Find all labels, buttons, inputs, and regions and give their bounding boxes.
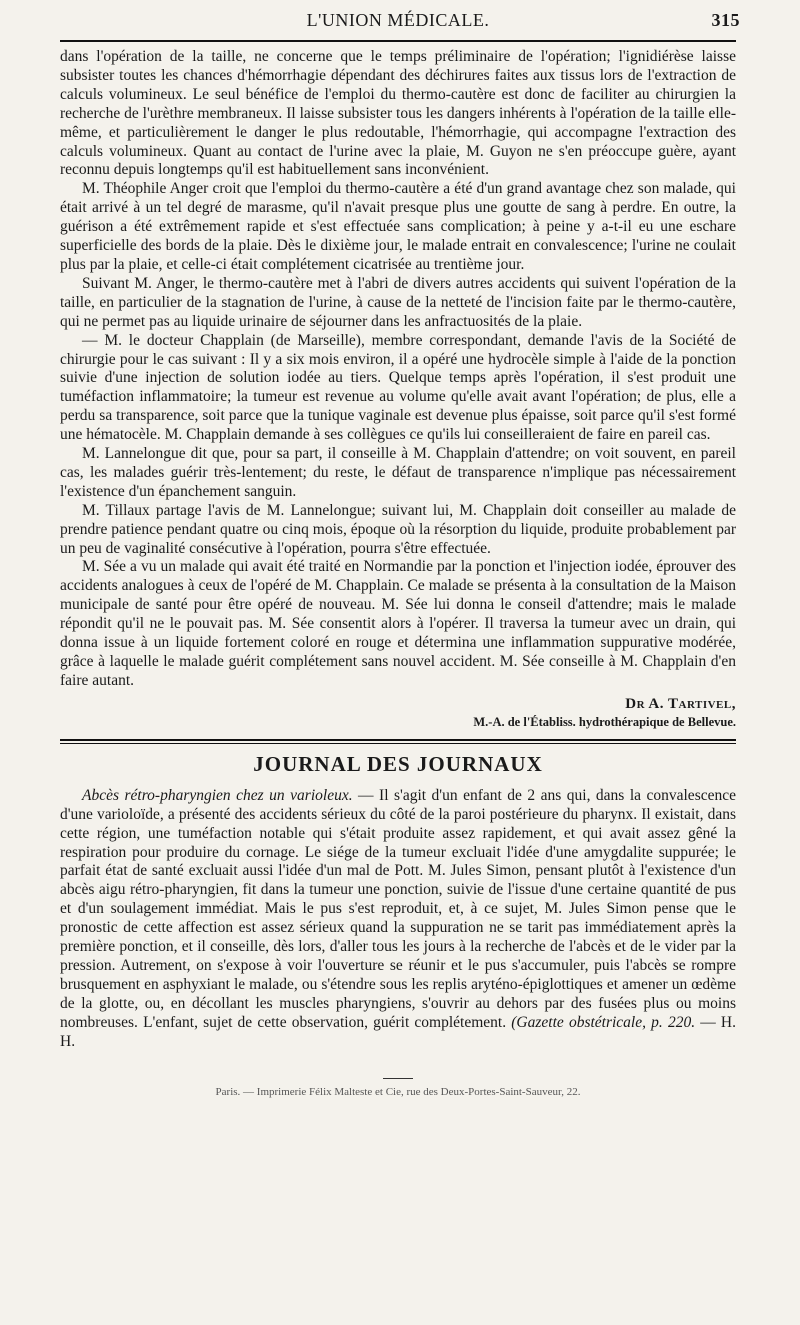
article-paragraph: dans l'opération de la taille, ne concerne que le temps préliminaire de l'opération; l'ignidiérèse laisse subsister toutes les chances d'hémorrhagie dépendant des déchirures faites aux tissus lors de l'extraction de calculs volumineux. Le seul bénéfice de l'emploi du thermo-cautère est donc de faciliter au chirurgien la recherche de l'urèthre membraneux. Il laisse subsister tous les dangers inhérents à l'opération de la taille elle-même, et particulièrement le danger le plus redoutable, l'hémorrhagie, qui accompagne l'extraction des calculs volumineux. Quant au contact de l'urine avec la plaie, M. Guyon ne s'en préoccupe guère, ayant reconnu depuis longtemps qu'il est habituellement sans inconvénient. bbox=[60, 48, 736, 179]
section-title: JOURNAL DES JOURNAUX bbox=[253, 751, 543, 776]
section-paragraph bbox=[60, 787, 736, 1052]
running-title: L'UNION MÉDICALE. bbox=[306, 10, 490, 30]
article-body bbox=[60, 48, 736, 691]
section-divider bbox=[60, 739, 736, 744]
section-body bbox=[60, 787, 736, 1052]
footer-rule bbox=[383, 1078, 413, 1079]
article-paragraph: M. Tillaux partage l'avis de M. Lannelongue; suivant lui, M. Chapplain doit conseiller au malade de prendre patience pendant quatre ou cinq mois, époque où la résorption du liquide, produite probablement par un peu de vaginalité consécutive à l'opération, pourra s'être effectuée. bbox=[60, 501, 736, 557]
header-rule bbox=[60, 40, 736, 42]
article-paragraph: Suivant M. Anger, le thermo-cautère met à l'abri de divers autres accidents qui suivent l'opération de la taille, en particulier de la stagnation de l'urine, à cause de la netteté de l'incision faite par le thermo-cautère, qui ne permet pas au liquide urinaire de séjourner dans les anfractuosités de la plaie. bbox=[60, 274, 736, 330]
section-source-author: — H. H. bbox=[60, 1013, 736, 1050]
running-head bbox=[60, 4, 740, 34]
article-paragraph: — M. le docteur Chapplain (de Marseille), membre correspondant, demande l'avis de la Société de chirurgie pour le cas suivant : Il y a six mois environ, il a opéré une hydrocèle simple à l'aide de la ponction suivie d'une injection de solution iodée au tiers. Quelque temps après l'opération, il s'est produit une tuméfaction inflammatoire; la tumeur est revenue au volume qu'elle avait avant l'opération; de plus, elle a perdu sa transparence, soit parce que la tunique vaginale est devenue plus épaisse, soit parce qu'il s'est formé une hématocèle. M. Chapplain demande à ses collègues ce qu'ils lui conseilleraient de faire en pareil cas. bbox=[60, 331, 736, 444]
section-lead-title: Abcès rétro-pharyngien chez un varioleux. bbox=[82, 786, 353, 804]
signature-name: Dr A. Tartivel, bbox=[625, 695, 736, 712]
page-number: 315 bbox=[711, 10, 740, 30]
signature-affiliation: M.-A. de l'Établiss. hydrothérapique de Bellevue. bbox=[473, 714, 736, 729]
printer-imprint: Paris. — Imprimerie Félix Malteste et Cie, rue des Deux-Portes-Saint-Sauveur, 22. bbox=[215, 1085, 581, 1098]
article-paragraph: M. Théophile Anger croit que l'emploi du thermo-cautère a été d'un grand avantage chez son malade, qui était arrivé à un tel degré de marasme, qu'il n'avait presque plus une goutte de sang à perdre. En outre, la guérison a été extrêmement rapide et s'est effectuée sans complication; à peine y a-t-il eu une eschare superficielle des bords de la plaie. Dès le dixième jour, le malade entrait en convalescence; l'urine ne coulait plus par la plaie, et celle-ci était complétement cicatrisée au trentième jour. bbox=[60, 180, 736, 273]
footer bbox=[60, 1074, 736, 1098]
signature-block bbox=[60, 695, 736, 731]
article-paragraph: M. Sée a vu un malade qui avait été traité en Normandie par la ponction et l'injection iodée, éprouver des accidents analogues à ceux de l'opéré de M. Chapplain. Ce malade se présenta à la consultation de la Maison municipale de santé pour être opéré de nouveau. M. Sée lui donna le conseil d'attendre; mais le malade répondit qu'il ne le pouvait pas. M. Sée consentit alors à l'opérer. Il traversa la tumeur avec un drain, qui donna issue à un liquide fortement coloré en rouge et détermina une inflammation suppurative modérée, grâce à laquelle le malade guérit complétement sans nouvel accident. M. Sée conseille à M. Chapplain d'en faire autant. bbox=[60, 558, 736, 689]
section-source: (Gazette obstétricale, p. 220. bbox=[511, 1013, 696, 1031]
article-paragraph: M. Lannelongue dit que, pour sa part, il conseille à M. Chapplain d'attendre; on voit souvent, en pareil cas, les malades guérir très-lentement; du reste, le défaut de transparence n'implique pas nécessairement l'existence d'un épanchement sanguin. bbox=[60, 445, 736, 500]
section-paragraph-text: — Il s'agit d'un enfant de 2 ans qui, dans la convalescence d'une varioloïde, a présenté des accidents sérieux du côté de la paroi postérieure du pharynx. Il existait, dans cette région, une tuméfaction notable qui s'était produite assez rapidement, et qui avait assez gêné la respiration pour produire du cornage. Le siége de la tumeur excluait l'idée d'une amygdalite suppurée; le parfait état de santé excluait aussi l'idée d'un mal de Pott. M. Jules Simon, pensant plutôt à l'existence d'un abcès aigu rétro-pharyngien, fit dans la tumeur une ponction, suivie de l'issue d'une certaine quantité de pus et d'un soulagement immédiat. Mais le pus s'est reproduit, et, à ce sujet, M. Jules Simon pense que le pronostic de cette affection est assez sérieux quand la suppuration ne se tarit pas immédiatement après la première ponction, et il conseille, dès lors, d'aller tous les jours à la recherche de l'abcès et de le vider par la pression. Autrement, on s'expose à voir l'ouverture se réunir et le pus s'accumuler, puis l'abcès se rompre brusquement en asphyxiant le malade, ou s'étendre sous les replis aryténo-épiglottiques et amener un œdème de la glotte, ou, en décollant les muscles pharyngiens, s'ouvrir au dehors par des fusées plus ou moins nombreuses. L'enfant, sujet de cette observation, guérit complétement. bbox=[60, 786, 736, 1031]
